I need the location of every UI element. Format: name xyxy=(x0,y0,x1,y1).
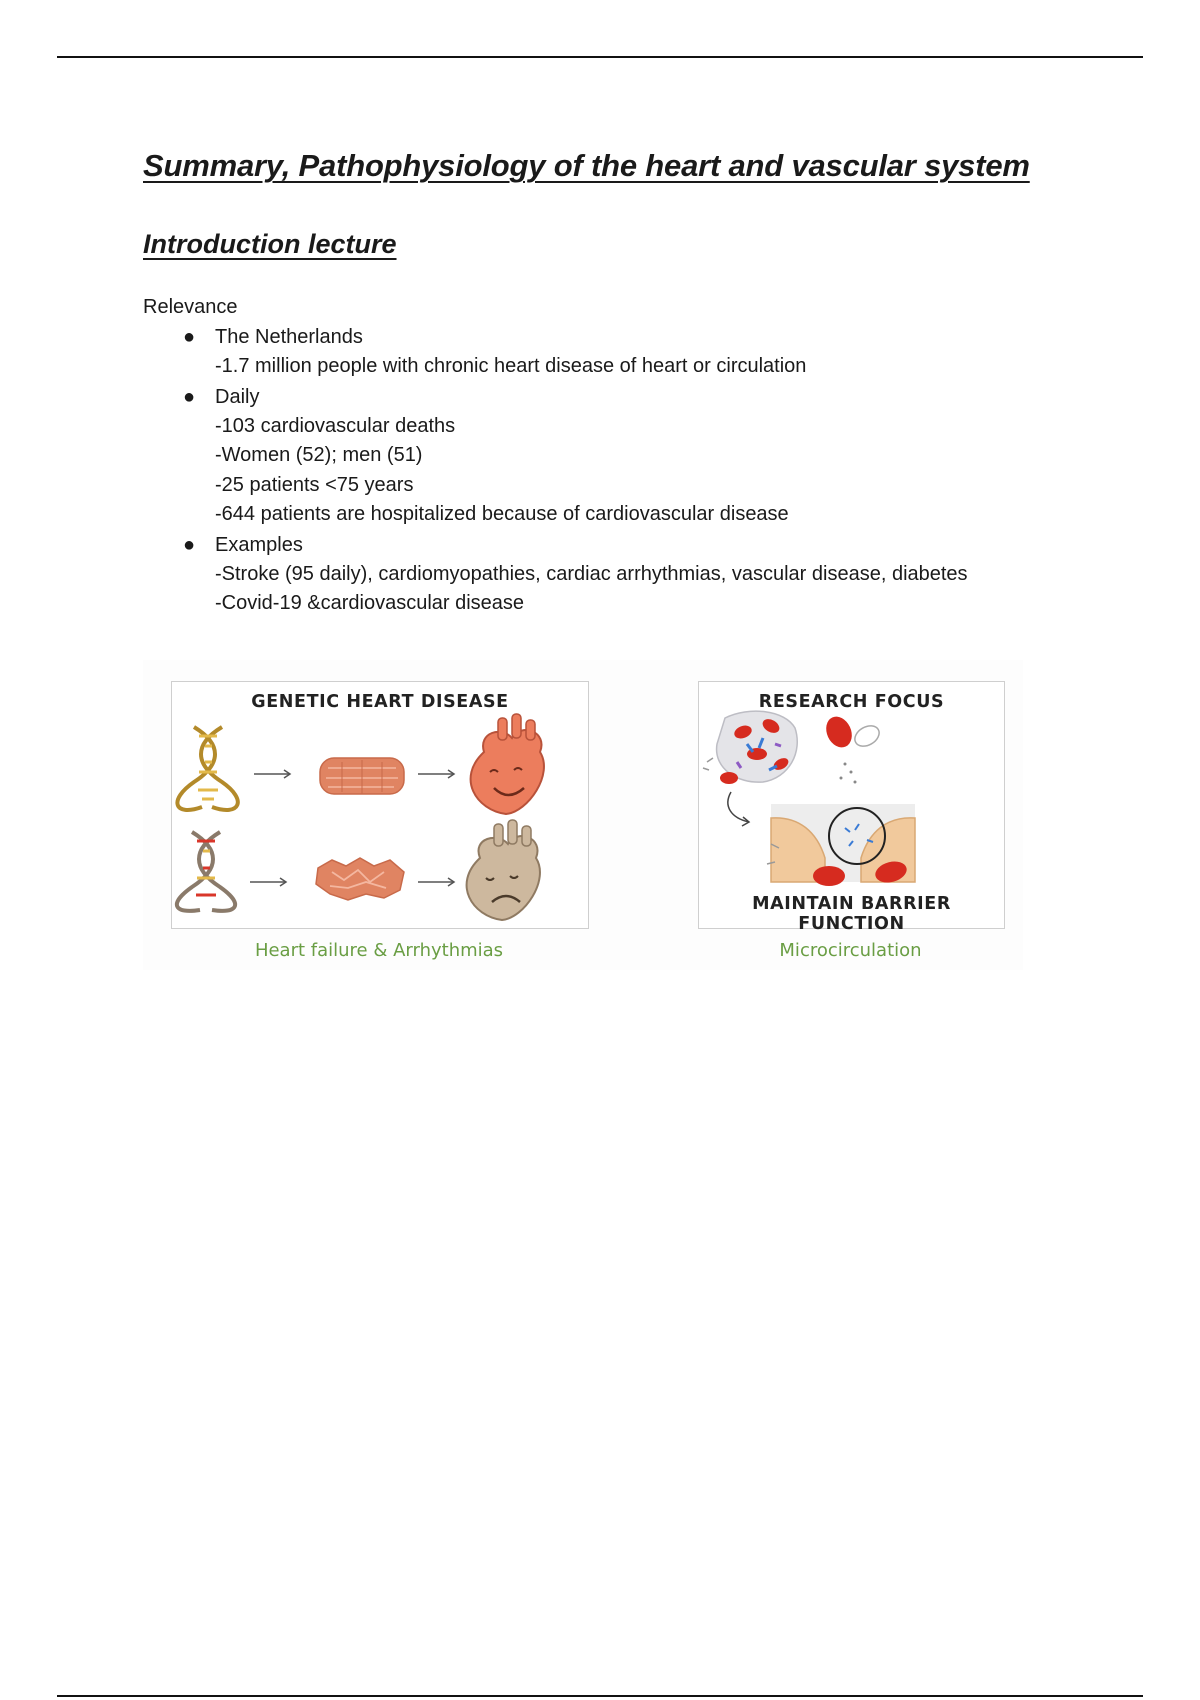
bullet-line: -1.7 million people with chronic heart disease of heart or circulation xyxy=(215,355,807,377)
bullet-heading: The Netherlands xyxy=(215,326,363,348)
research-figure xyxy=(143,660,1023,970)
bullet-dot-icon: ● xyxy=(183,326,196,348)
research-focus-panel xyxy=(698,681,1005,934)
bullet-line: -Covid-19 &cardiovascular disease xyxy=(215,592,525,614)
arrow-icon xyxy=(254,770,290,778)
bullet-dot-icon: ● xyxy=(183,533,196,556)
bullet-daily xyxy=(143,382,1063,530)
arrow-icon xyxy=(250,878,286,886)
document-body xyxy=(143,140,1063,619)
microcirculation-illustration xyxy=(699,682,1004,928)
footer-rule xyxy=(57,1695,1143,1697)
bullet-line: -25 patients <75 years xyxy=(215,473,414,496)
healthy-muscle-tissue-icon xyxy=(320,758,404,794)
bullet-heading: Examples xyxy=(215,533,303,556)
healthy-heart-icon xyxy=(471,714,544,814)
panel-title: RESEARCH FOCUS xyxy=(758,692,945,712)
panel-title: MAINTAIN BARRIER FUNCTION xyxy=(752,894,951,934)
arrow-icon xyxy=(418,878,454,886)
bullet-dot-icon: ● xyxy=(183,385,196,408)
bullet-examples xyxy=(143,530,1063,619)
dna-mutated-icon xyxy=(177,832,235,911)
header-rule xyxy=(57,56,1143,58)
figure-caption: Heart failure & Arrhythmias xyxy=(254,940,504,961)
genetic-heart-disease-illustration xyxy=(172,682,588,928)
diseased-heart-icon xyxy=(467,820,540,920)
bullet-heading: Daily xyxy=(215,385,260,408)
bullet-line: -644 patients are hospitalized because of cardiovascular disease xyxy=(215,503,789,525)
section-heading: Introduction lecture xyxy=(143,229,397,259)
diseased-muscle-tissue-icon xyxy=(316,858,404,900)
figure-caption: Microcirculation xyxy=(779,940,922,961)
curved-arrow-icon xyxy=(728,792,749,826)
arrow-icon xyxy=(418,770,454,778)
cell-cluster-icon xyxy=(703,711,797,784)
dna-healthy-icon xyxy=(177,727,237,810)
cells-pill-icon xyxy=(821,712,882,783)
bullet-line: -Women (52); men (51) xyxy=(215,444,423,466)
bullet-line: -Stroke (95 daily), cardiomyopathies, cardiac arrhythmias, vascular disease, diabetes xyxy=(215,562,968,585)
relevance-label: Relevance xyxy=(143,296,238,318)
relevance-list xyxy=(143,322,1063,619)
vessel-barrier-icon xyxy=(767,804,915,886)
bullet-netherlands xyxy=(143,322,1063,382)
panel-title: GENETIC HEART DISEASE xyxy=(251,692,509,712)
genetic-heart-disease-panel xyxy=(171,681,589,929)
bullet-line: -103 cardiovascular deaths xyxy=(215,414,456,437)
document-title: Summary, Pathophysiology of the heart and vascular system xyxy=(143,148,1030,183)
